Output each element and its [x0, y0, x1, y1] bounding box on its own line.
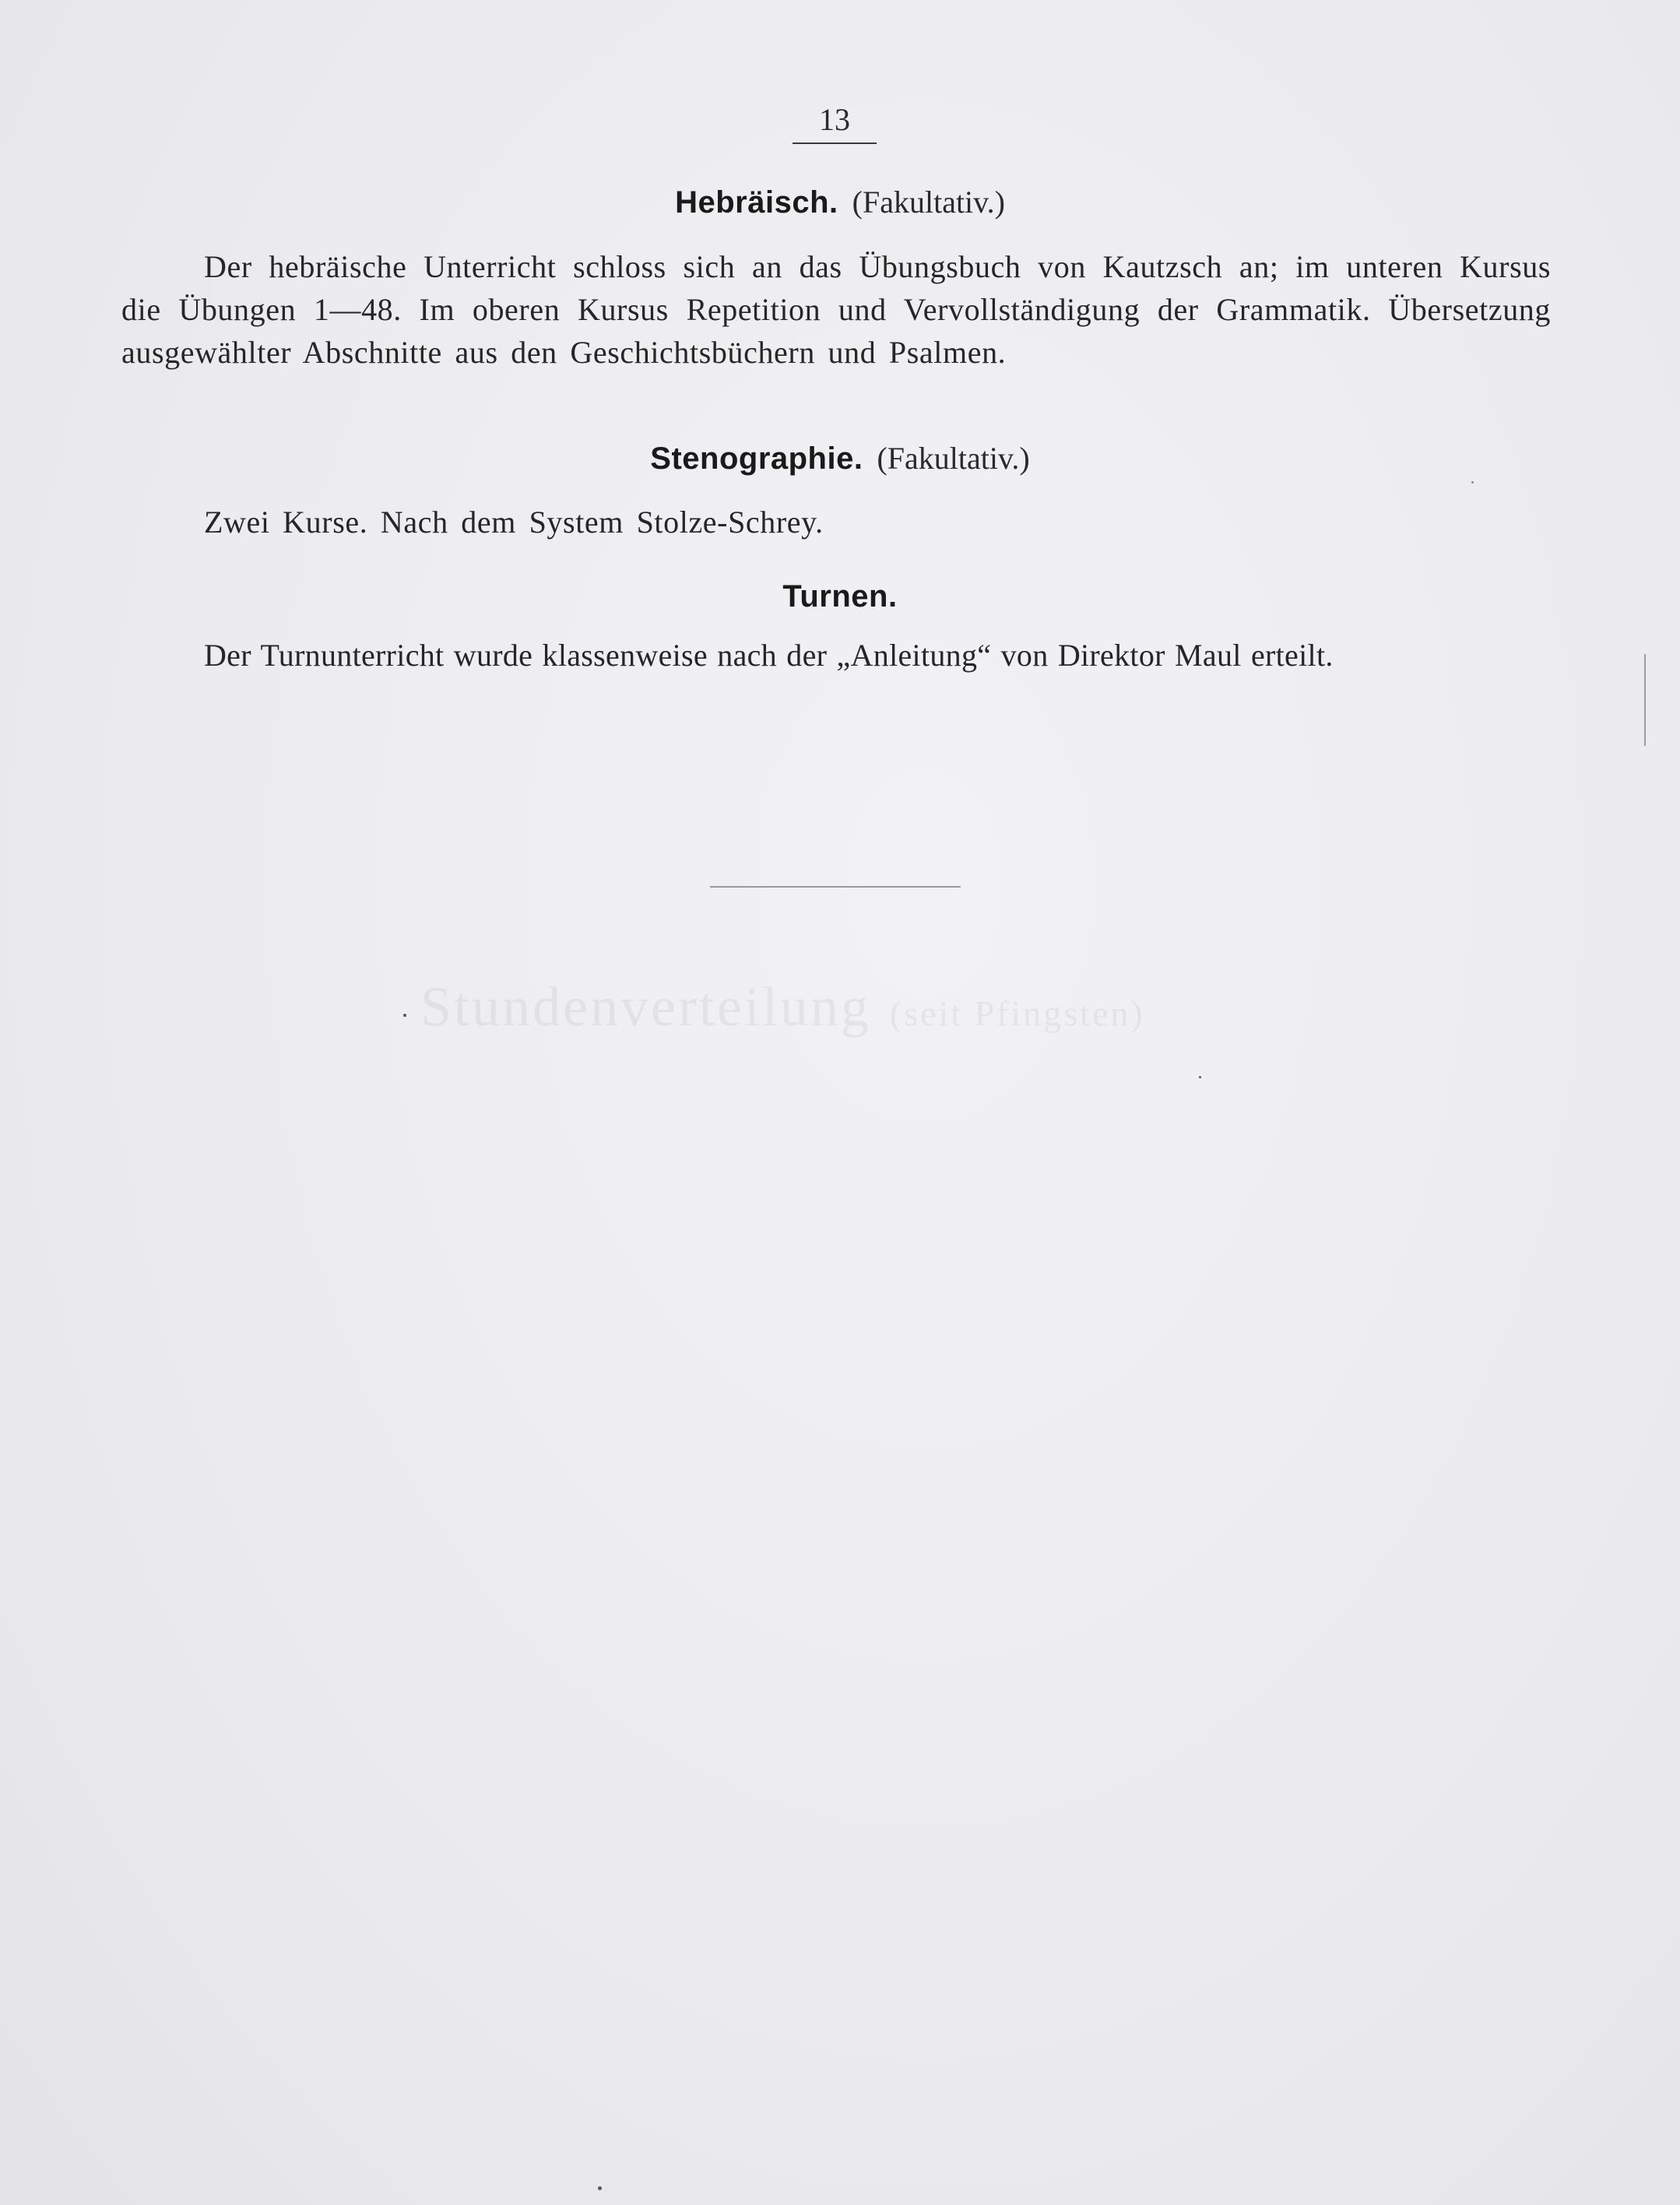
paragraph-hebraeisch: Der hebräische Unterricht schloss sich an das Übungsbuch von Kautzsch an; im unteren Kursus die Übungen 1—48. Im oberen Kursus Repetition und Vervollständigung der Grammatik. Übersetzung ausgewählter Abschnitte aus den Geschichtsbüchern und Psalmen.	[121, 249, 1551, 370]
paragraph-stenographie: Zwei Kurse. Nach dem System Stolze-Schrey.	[204, 505, 824, 540]
page-number: 13	[793, 101, 877, 144]
dust-speck	[403, 1014, 406, 1017]
heading-hebraeisch-note: (Fakultativ.)	[852, 185, 1005, 220]
dust-speck	[598, 2186, 602, 2190]
show-through-title: Stundenverteilung	[420, 976, 871, 1038]
section-divider	[710, 886, 961, 888]
paragraph-turnen: Der Turnunterricht wurde klassenweise nach der „Anleitung“ von Direktor Maul erteilt.	[204, 638, 1334, 673]
heading-hebraeisch	[0, 184, 1680, 220]
show-through-subtitle: (seit Pfingsten)	[889, 993, 1145, 1033]
dust-speck	[1199, 1076, 1201, 1078]
heading-turnen	[0, 579, 1680, 614]
scan-edge-mark	[1644, 654, 1646, 746]
heading-stenographie-note: (Fakultativ.)	[877, 441, 1030, 476]
heading-stenographie-title: Stenographie.	[650, 441, 863, 476]
show-through-heading	[420, 975, 1145, 1039]
dust-speck	[1471, 481, 1474, 484]
heading-stenographie	[0, 440, 1680, 477]
heading-hebraeisch-title: Hebräisch.	[675, 185, 838, 220]
heading-turnen-title: Turnen.	[782, 579, 898, 614]
